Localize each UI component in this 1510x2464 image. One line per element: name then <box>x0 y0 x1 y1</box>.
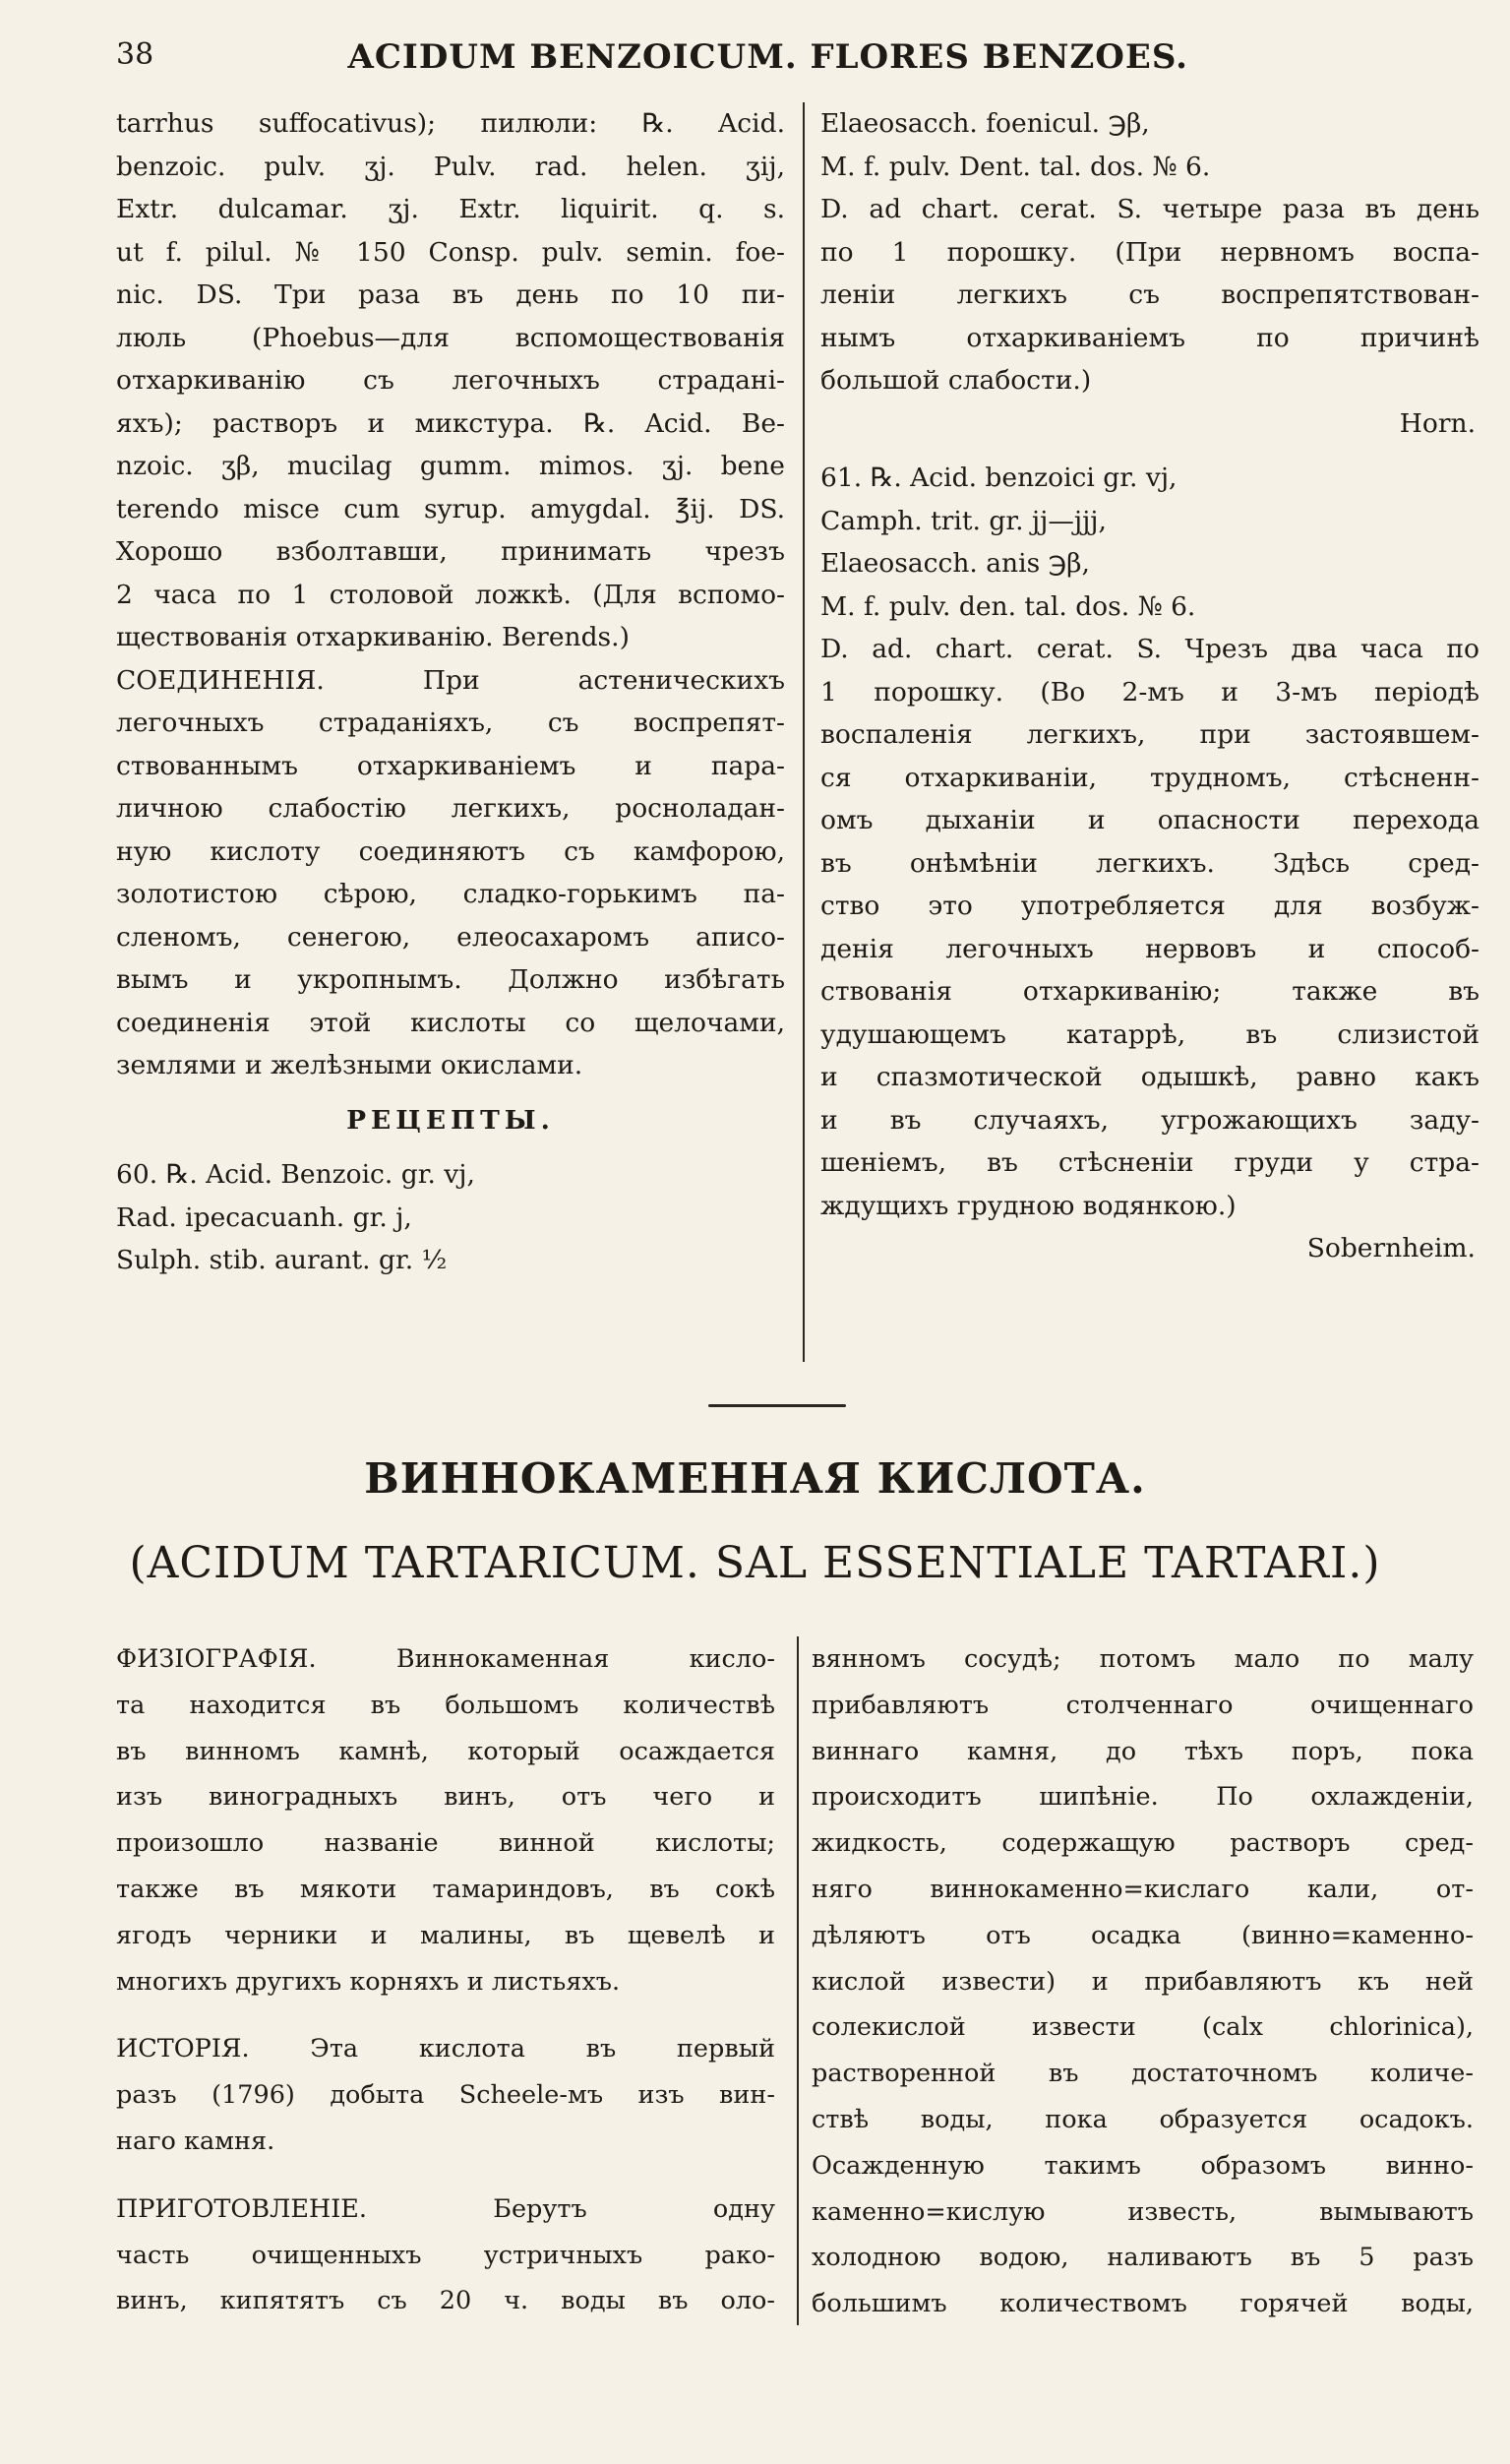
text-line: также въ мякоти тамариндовъ, въ сокѣ <box>116 1874 775 1904</box>
author-signature: Sobernheim. <box>1306 1233 1476 1263</box>
text-line: 1 порошку. (Во 2-мъ и 3-мъ періодѣ <box>820 676 1480 708</box>
text-line: въ онѣмѣніи легкихъ. Здѣсь сред- <box>820 847 1480 879</box>
text-line: nic. DS. Три раза въ день по 10 пи- <box>116 279 785 310</box>
text-line: ягодъ черники и малины, въ щевелѣ и <box>116 1920 775 1950</box>
running-title: ACIDUM BENZOICUM. FLORES BENZOES. <box>347 37 1188 77</box>
text-line: наго камня. <box>116 2125 275 2156</box>
text-line: terendo misce cum syrup. amygdal. ℥ij. DS. <box>116 493 785 524</box>
recipe-line: M. f. pulv. den. tal. dos. № 6. <box>820 590 1196 622</box>
text-line: личною слабостію легкихъ, росноладан- <box>116 793 785 824</box>
recipe-line: 61. ℞. Acid. benzoici gr. vj, <box>820 462 1178 493</box>
text-line: та находится въ большомъ количествѣ <box>116 1690 775 1720</box>
text-line: Осажденную такимъ образомъ винно- <box>812 2150 1474 2181</box>
section-latin-title: (ACIDUM TARTARICUM. SAL ESSENTIALE TARTARI.) <box>129 1538 1381 1588</box>
text-line: изъ виноградныхъ винъ, отъ чего и <box>116 1782 775 1813</box>
recipe-line: Elaeosacch. anis ℈β, <box>820 548 1090 579</box>
text-line: отхаркиванію съ легочныхъ страдані- <box>116 365 785 396</box>
text-line: большой слабости.) <box>820 365 1092 396</box>
text-line: большимъ количествомъ горячей воды, <box>812 2289 1474 2319</box>
text-line: виннаго камня, до тѣхъ поръ, пока <box>812 1736 1474 1766</box>
text-line: растворенной въ достаточномъ количе- <box>812 2059 1474 2089</box>
text-line: ФИЗІОГРАФІЯ. Виннокаменная кисло- <box>116 1644 775 1674</box>
text-line: M. f. pulv. Dent. tal. dos. № 6. <box>820 151 1211 182</box>
text-line: многихъ другихъ корняхъ и листьяхъ. <box>116 1966 621 1997</box>
text-line: яхъ); растворъ и микстура. ℞. Acid. Be- <box>116 407 785 439</box>
text-line: СОЕДИНЕНІЯ. При астеническихъ <box>116 664 785 696</box>
text-line: Extr. dulcamar. ʒj. Extr. liquirit. q. s. <box>116 194 785 224</box>
text-line: происходитъ шипѣніе. По охлажденіи, <box>812 1782 1474 1813</box>
text-line: ствованнымъ отхаркиваніемъ и пара- <box>116 750 785 781</box>
text-line: ждущихъ грудною водянкою.) <box>820 1190 1237 1221</box>
text-line: въ винномъ камнѣ, который осаждается <box>116 1736 775 1766</box>
text-line: жидкость, содержащую растворъ сред- <box>812 1828 1474 1859</box>
text-line: по 1 порошку. (При нервномъ воспа- <box>820 236 1480 268</box>
text-line: ществованія отхаркиванію. Berends.) <box>116 622 630 652</box>
text-line: tarrhus suffocativus); пилюли: ℞. Acid. <box>116 108 785 139</box>
text-line: дѣляютъ отъ осадка (винно=каменно- <box>812 1920 1474 1950</box>
text-line: Хорошо взболтавши, принимать чрезъ <box>116 536 785 567</box>
recipes-heading: РЕЦЕПТЫ. <box>346 1104 555 1136</box>
text-line: произошло названіе винной кислоты; <box>116 1828 775 1859</box>
text-line: легочныхъ страданіяхъ, съ воспрепят- <box>116 708 785 738</box>
text-line: солекислой извести (calx chlorinica), <box>812 2012 1474 2043</box>
section-separator <box>708 1404 846 1407</box>
text-line: леніи легкихъ съ воспрепятствован- <box>820 279 1480 310</box>
text-line: ствѣ воды, пока образуется осадокъ. <box>812 2104 1474 2134</box>
text-line: D. ad chart. cerat. S. четыре раза въ день <box>820 194 1480 224</box>
text-line: золотистою сѣрою, сладко-горькимъ па- <box>116 879 785 909</box>
text-line: омъ дыханіи и опасности перехода <box>820 805 1480 835</box>
recipe-line: Rad. ipecacuanh. gr. j, <box>116 1201 412 1233</box>
text-line: часть очищенныхъ устричныхъ рако- <box>116 2240 775 2270</box>
text-line: удушающемъ катаррѣ, въ слизистой <box>820 1018 1480 1050</box>
upper-left-column <box>116 102 785 1282</box>
text-line: кислой извести) и прибавляютъ къ ней <box>812 1966 1474 1997</box>
column-divider <box>803 102 805 1362</box>
text-line: ствованія отхаркиванію; также въ <box>820 976 1480 1007</box>
text-line: ut f. pilul. № 150 Consp. pulv. semin. foe- <box>116 236 785 268</box>
text-line: винъ, кипятятъ съ 20 ч. воды въ оло- <box>116 2286 775 2316</box>
text-line: люль (Phoebus—для вспомоществованія <box>116 322 785 353</box>
lower-left-column <box>116 1636 775 2324</box>
page-number: 38 <box>116 37 154 72</box>
text-line: соединенія этой кислоты со щелочами, <box>116 1007 785 1038</box>
text-line: Elaeosacch. foenicul. ℈β, <box>820 108 1150 139</box>
author-signature: Horn. <box>1399 407 1476 439</box>
text-line: ПРИГОТОВЛЕНІЕ. Берутъ одну <box>116 2193 775 2224</box>
text-line: денія легочныхъ нервовъ и способ- <box>820 933 1480 964</box>
section-title: ВИННОКАМЕННАЯ КИСЛОТА. <box>364 1454 1146 1503</box>
text-line: воспаленія легкихъ, при застоявшем- <box>820 719 1480 750</box>
column-divider <box>797 1636 799 2325</box>
text-line: ство это употребляется для возбуж- <box>820 891 1480 921</box>
upper-right-column <box>820 102 1480 1270</box>
text-line: benzoic. pulv. ʒj. Pulv. rad. helen. ʒij, <box>116 151 785 182</box>
text-line: вянномъ сосудѣ; потомъ мало по малу <box>812 1644 1474 1674</box>
text-line: прибавляютъ столченнаго очищеннаго <box>812 1690 1474 1720</box>
page-header <box>116 31 1188 81</box>
text-line: сленомъ, сенегою, елеосахаромъ аписо- <box>116 921 785 953</box>
text-line: D. ad. chart. cerat. S. Чрезъ два часа по <box>820 634 1480 664</box>
recipe-line: Sulph. stib. aurant. gr. ½ <box>116 1245 448 1275</box>
text-line: нымъ отхаркиваніемъ по причинѣ <box>820 322 1480 353</box>
recipe-line: Camph. trit. gr. jj—jjj, <box>820 505 1107 536</box>
text-line: 2 часа по 1 столовой ложкѣ. (Для вспомо- <box>116 579 785 610</box>
text-line: землями и желѣзными окислами. <box>116 1050 583 1080</box>
text-line: и спазмотической одышкѣ, равно какъ <box>820 1062 1480 1092</box>
text-line: няго виннокаменно=кислаго кали, от- <box>812 1874 1474 1904</box>
text-line: ную кислоту соединяютъ съ камфорою, <box>116 835 785 867</box>
recipe-line: 60. ℞. Acid. Benzoic. gr. vj, <box>116 1159 475 1190</box>
lower-right-column <box>812 1636 1474 2327</box>
text-line: разъ (1796) добыта Scheele-мъ изъ вин- <box>116 2080 775 2111</box>
text-line: ся отхаркиваніи, трудномъ, стѣсненн- <box>820 762 1480 793</box>
text-line: ИСТОРІЯ. Эта кислота въ первый <box>116 2034 775 2064</box>
text-line: каменно=кислую известь, вымываютъ <box>812 2196 1474 2227</box>
text-line: nzoic. ʒβ, mucilag gumm. mimos. ʒj. bene <box>116 451 785 481</box>
text-line: шеніемъ, въ стѣсненіи груди у стра- <box>820 1147 1480 1178</box>
text-line: холодною водою, наливаютъ въ 5 разъ <box>812 2243 1474 2273</box>
text-line: вымъ и укропнымъ. Должно избѣгать <box>116 964 785 995</box>
text-line: и въ случаяхъ, угрожающихъ заду- <box>820 1104 1480 1136</box>
